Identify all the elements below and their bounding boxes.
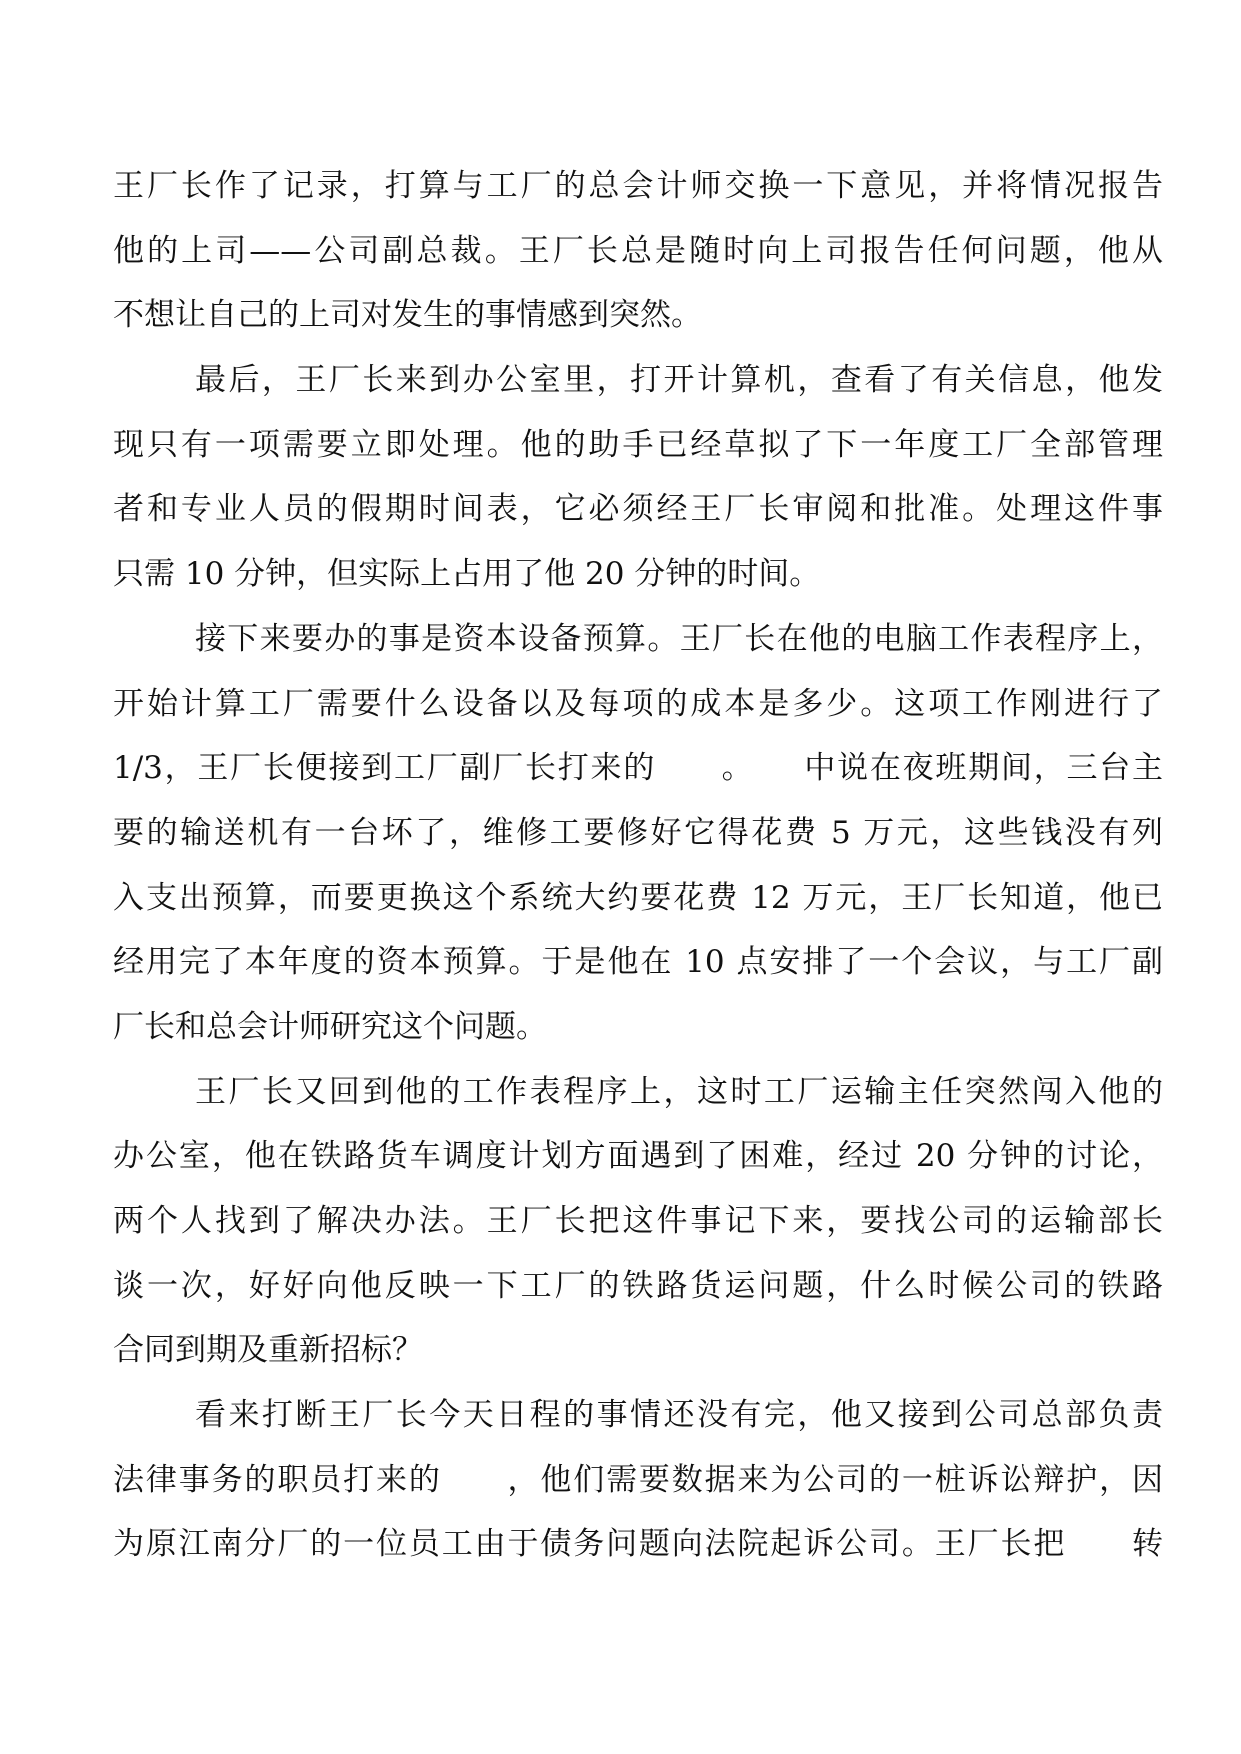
text-line: 他的上司——公司副总裁。王厂长总是随时向上司报告任何问题，他从 [113, 232, 1163, 269]
text-line: 办公室，他在铁路货车调度计划方面遇到了困难，经过 20 分钟的讨论， [113, 1138, 1163, 1175]
text-line: 开始计算工厂需要什么设备以及每项的成本是多少。这项工作刚进行了 [113, 685, 1163, 722]
text-line: 谈一次，好好向他反映一下工厂的铁路货运问题，什么时候公司的铁路 [113, 1267, 1163, 1304]
text-line: 王厂长又回到他的工作表程序上，这时工厂运输主任突然闯入他的 [195, 1073, 1163, 1110]
text-line: 经用完了本年度的资本预算。于是他在 10 点安排了一个会议，与工厂副 [113, 944, 1163, 981]
text-line: 两个人找到了解决办法。王厂长把这件事记下来，要找公司的运输部长 [113, 1203, 1163, 1239]
text-line: 厂长和总会计师研究这个问题。 [113, 1008, 547, 1045]
text-line: 最后，王厂长来到办公室里，打开计算机，查看了有关信息，他发 [195, 362, 1163, 399]
text-line: 看来打断王厂长今天日程的事情还没有完，他又接到公司总部负责 [195, 1397, 1163, 1434]
text-line: 入支出预算，而要更换这个系统大约要花费 12 万元，王厂长知道，他已 [113, 879, 1163, 916]
text-line: 法律事务的职员打来的 ，他们需要数据来为公司的一桩诉讼辩护，因 [113, 1461, 1163, 1498]
text-line: 不想让自己的上司对发生的事情感到突然。 [113, 297, 702, 334]
text-line: 接下来要办的事是资本设备预算。王厂长在他的电脑工作表程序上， [195, 620, 1163, 657]
text-line: 为原江南分厂的一位员工由于债务问题向法院起诉公司。王厂长把 转 [113, 1526, 1163, 1563]
text-line: 现只有一项需要立即处理。他的助手已经草拟了下一年度工厂全部管理 [113, 426, 1163, 463]
text-line: 王厂长作了记录，打算与工厂的总会计师交换一下意见，并将情况报告 [113, 168, 1163, 204]
text-line: 只需 10 分钟，但实际上占用了他 20 分钟的时间。 [113, 556, 821, 593]
body-text [113, 154, 1163, 1577]
text-line: 要的输送机有一台坏了，维修工要修好它得花费 5 万元，这些钱没有列 [113, 814, 1163, 851]
text-line: 合同到期及重新招标？ [113, 1332, 423, 1369]
text-line: 者和专业人员的假期时间表，它必须经王厂长审阅和批准。处理这件事 [113, 491, 1163, 528]
text-line: 1/3，王厂长便接到工厂副厂长打来的 。 中说在夜班期间，三台主 [113, 750, 1163, 787]
